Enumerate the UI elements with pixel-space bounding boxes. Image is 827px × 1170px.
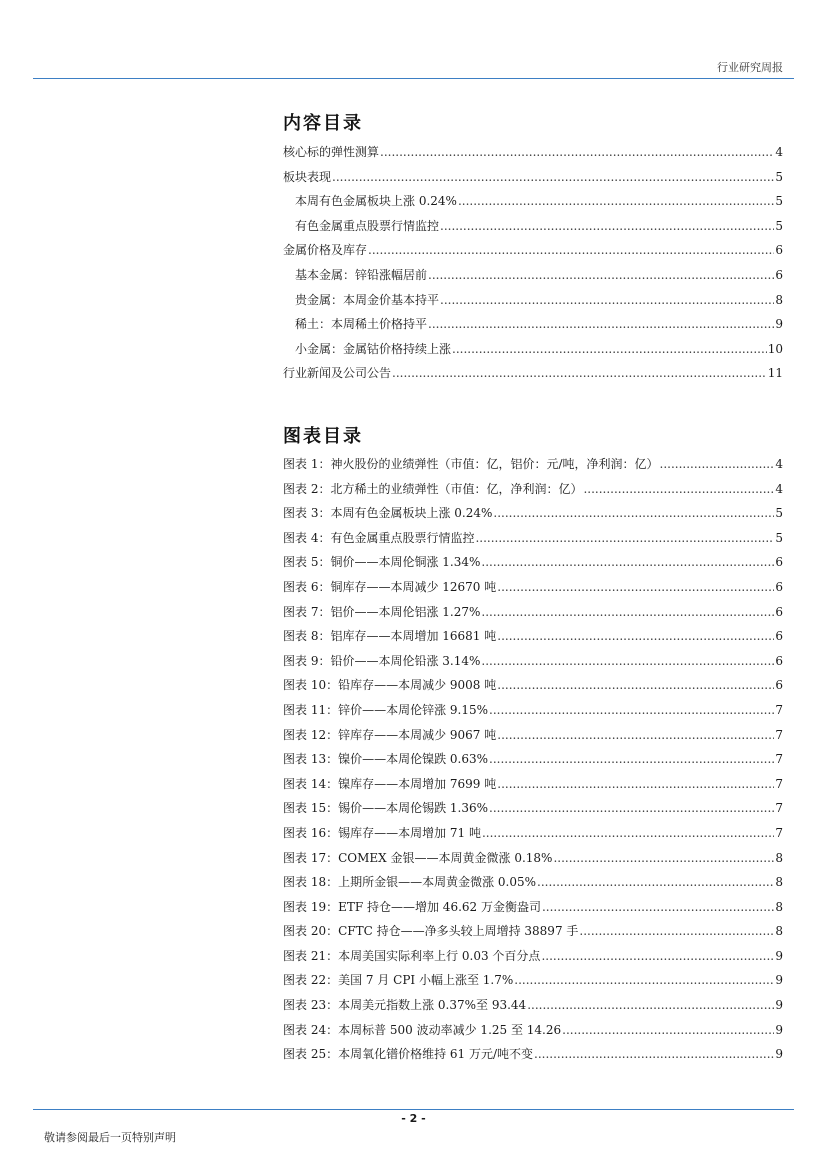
- contents-entry-title: 基本金属：锌铅涨幅居前: [295, 267, 428, 282]
- contents-entry-title: 有色金属重点股票行情监控: [295, 218, 440, 233]
- contents-entry-title: 行业新闻及公司公告: [283, 366, 392, 381]
- figures-title: 图表目录: [283, 426, 363, 447]
- figure-entry[interactable]: [283, 600, 783, 625]
- figure-entry-page: 6: [775, 629, 783, 644]
- figure-entry-page: 5: [775, 530, 783, 545]
- figure-entry[interactable]: [283, 526, 783, 551]
- dot-leader: [537, 870, 774, 895]
- dot-leader: [368, 238, 774, 263]
- dot-leader: [534, 1042, 774, 1067]
- contents-entry-page: 5: [775, 194, 783, 209]
- dot-leader: [660, 452, 775, 477]
- dot-leader: [579, 919, 774, 944]
- figure-entry-page: 8: [775, 850, 783, 865]
- figure-entry-title: 图表 23：本周美元指数上涨 0.37%至 93.44: [283, 998, 527, 1013]
- contents-entry-page: 5: [775, 218, 783, 233]
- dot-leader: [542, 895, 774, 920]
- dot-leader: [452, 337, 767, 362]
- dot-leader: [497, 575, 774, 600]
- dot-leader: [497, 772, 774, 797]
- figure-entry-page: 9: [775, 998, 783, 1013]
- dot-leader: [583, 477, 774, 502]
- figure-entry[interactable]: [283, 673, 783, 698]
- figure-entry-title: 图表 20：CFTC 持仓——净多头较上周增持 38897 手: [283, 924, 579, 939]
- figure-entry[interactable]: [283, 993, 783, 1018]
- dot-leader: [481, 649, 774, 674]
- contents-entry-page: 6: [775, 267, 783, 282]
- contents-entry-page: 11: [767, 366, 783, 381]
- contents-entry-page: 8: [775, 292, 783, 307]
- contents-entry[interactable]: [283, 361, 783, 386]
- figure-entry[interactable]: [283, 452, 783, 477]
- figure-entry[interactable]: [283, 821, 783, 846]
- figure-entry-page: 5: [775, 506, 783, 521]
- figure-entry-title: 图表 25：本周氧化镨价格维持 61 万元/吨不变: [283, 1047, 534, 1062]
- contents-entry[interactable]: [283, 238, 783, 263]
- figure-entry-title: 图表 21：本周美国实际利率上行 0.03 个百分点: [283, 948, 541, 963]
- contents-entry-title: 稀土：本周稀土价格持平: [295, 317, 428, 332]
- figure-entry-page: 4: [775, 457, 783, 471]
- figure-entry-page: 7: [775, 801, 783, 816]
- figure-entry-title: 图表 8：铝库存——本周增加 16681 吨: [283, 629, 497, 644]
- dot-leader: [489, 796, 774, 821]
- contents-entry-title: 板块表现: [283, 169, 332, 184]
- figure-entry[interactable]: [283, 895, 783, 920]
- header-divider: [33, 78, 794, 79]
- dot-leader: [541, 944, 774, 969]
- figure-entry[interactable]: [283, 846, 783, 871]
- report-type-label: 行业研究周报: [717, 61, 783, 74]
- figure-entry-title: 图表 1：神火股份的业绩弹性（市值：亿，铝价：元/吨，净利润：亿）: [283, 457, 659, 471]
- dot-leader: [475, 526, 774, 551]
- dot-leader: [489, 747, 774, 772]
- figure-entry-title: 图表 14：镍库存——本周增加 7699 吨: [283, 776, 497, 791]
- dot-leader: [527, 993, 774, 1018]
- figure-entry-page: 9: [775, 1047, 783, 1062]
- contents-entry-title: 金属价格及库存: [283, 243, 368, 258]
- figure-entry[interactable]: [283, 870, 783, 895]
- contents-entry[interactable]: [283, 214, 783, 239]
- contents-entry[interactable]: [283, 140, 783, 165]
- dot-leader: [514, 968, 774, 993]
- figure-entry[interactable]: [283, 772, 783, 797]
- contents-list: [283, 140, 783, 386]
- dot-leader: [481, 600, 774, 625]
- figure-entry-title: 图表 6：铜库存——本周减少 12670 吨: [283, 579, 497, 594]
- figure-entry-title: 图表 12：锌库存——本周减少 9067 吨: [283, 727, 497, 742]
- figure-entry[interactable]: [283, 723, 783, 748]
- figure-entry[interactable]: [283, 796, 783, 821]
- figure-entry-title: 图表 24：本周标普 500 波动率减少 1.25 至 14.26: [283, 1022, 562, 1037]
- figure-entry-page: 6: [775, 604, 783, 619]
- dot-leader: [332, 165, 774, 190]
- contents-entry-page: 4: [775, 145, 783, 159]
- figure-entry[interactable]: [283, 550, 783, 575]
- contents-entry[interactable]: [283, 189, 783, 214]
- contents-entry-title: 贵金属：本周金价基本持平: [295, 292, 440, 307]
- contents-entry-page: 6: [775, 243, 783, 258]
- figure-entry[interactable]: [283, 944, 783, 969]
- figure-entry[interactable]: [283, 1018, 783, 1043]
- contents-title: 内容目录: [283, 113, 363, 134]
- figure-entry-title: 图表 4：有色金属重点股票行情监控: [283, 530, 475, 545]
- dot-leader: [489, 698, 774, 723]
- contents-entry-title: 本周有色金属板块上涨 0.24%: [295, 194, 457, 209]
- figure-entry-page: 9: [775, 973, 783, 988]
- dot-leader: [497, 673, 774, 698]
- figure-entry[interactable]: [283, 575, 783, 600]
- contents-entry[interactable]: [283, 312, 783, 337]
- figure-entry-page: 7: [775, 825, 783, 840]
- figure-entry-title: 图表 10：铅库存——本周减少 9008 吨: [283, 678, 497, 693]
- figure-entry-title: 图表 19：ETF 持仓——增加 46.62 万金衡盎司: [283, 899, 541, 914]
- figure-entry[interactable]: [283, 698, 783, 723]
- figure-entry-page: 9: [775, 948, 783, 963]
- figure-entry-title: 图表 2：北方稀土的业绩弹性（市值：亿，净利润：亿）: [283, 481, 583, 496]
- dot-leader: [392, 361, 767, 386]
- figure-entry[interactable]: [283, 624, 783, 649]
- figure-entry[interactable]: [283, 747, 783, 772]
- dot-leader: [458, 189, 774, 214]
- dot-leader: [428, 312, 774, 337]
- figure-entry-title: 图表 13：镍价——本周伦镍跌 0.63%: [283, 752, 489, 767]
- footer-divider: [33, 1109, 794, 1110]
- figure-entry-title: 图表 15：锡价——本周伦锡跌 1.36%: [283, 801, 489, 816]
- figure-entry-page: 6: [775, 579, 783, 594]
- dot-leader: [497, 624, 774, 649]
- figure-entry-page: 8: [775, 875, 783, 890]
- figure-entry-title: 图表 22：美国 7 月 CPI 小幅上涨至 1.7%: [283, 973, 514, 988]
- figure-entry-page: 4: [775, 481, 783, 496]
- contents-entry-title: 小金属：金属钴价格持续上涨: [295, 341, 452, 356]
- figure-entry-page: 6: [775, 678, 783, 693]
- dot-leader: [562, 1018, 774, 1043]
- figure-entry-page: 7: [775, 776, 783, 791]
- figure-entry[interactable]: [283, 919, 783, 944]
- dot-leader: [440, 214, 774, 239]
- dot-leader: [380, 140, 774, 165]
- page-number: - 2 -: [401, 1112, 426, 1125]
- contents-entry-title: 核心标的弹性测算: [283, 145, 380, 159]
- disclaimer-note: 敬请参阅最后一页特别声明: [44, 1131, 176, 1144]
- figure-entry-page: 6: [775, 555, 783, 570]
- figure-entry-page: 6: [775, 653, 783, 668]
- figure-entry-page: 7: [775, 727, 783, 742]
- dot-leader: [481, 550, 774, 575]
- figure-entry[interactable]: [283, 968, 783, 993]
- figure-entry-title: 图表 3：本周有色金属板块上涨 0.24%: [283, 506, 493, 521]
- dot-leader: [553, 846, 774, 871]
- figure-entry[interactable]: [283, 477, 783, 502]
- figure-entry-title: 图表 11：锌价——本周伦锌涨 9.15%: [283, 702, 489, 717]
- dot-leader: [493, 501, 774, 526]
- figure-entry-title: 图表 7：铝价——本周伦铝涨 1.27%: [283, 604, 481, 619]
- contents-entry-page: 9: [775, 317, 783, 332]
- figure-entry-title: 图表 16：锡库存——本周增加 71 吨: [283, 825, 481, 840]
- figure-entry-page: 7: [775, 702, 783, 717]
- figure-entry-title: 图表 5：铜价——本周伦铜涨 1.34%: [283, 555, 481, 570]
- figure-entry-page: 8: [775, 924, 783, 939]
- figure-entry-page: 9: [775, 1022, 783, 1037]
- figure-entry-page: 7: [775, 752, 783, 767]
- figure-entry-title: 图表 9：铅价——本周伦铅涨 3.14%: [283, 653, 481, 668]
- contents-entry[interactable]: [283, 288, 783, 313]
- figure-entry-title: 图表 18：上期所金银——本周黄金微涨 0.05%: [283, 875, 537, 890]
- figure-entry-page: 8: [775, 899, 783, 914]
- contents-entry[interactable]: [283, 263, 783, 288]
- dot-leader: [497, 723, 774, 748]
- contents-entry-page: 10: [767, 341, 783, 356]
- contents-entry[interactable]: [283, 337, 783, 362]
- dot-leader: [428, 263, 774, 288]
- figure-entry[interactable]: [283, 1042, 783, 1067]
- figure-entry-title: 图表 17：COMEX 金银——本周黄金微涨 0.18%: [283, 850, 553, 865]
- figure-entry[interactable]: [283, 501, 783, 526]
- figure-entry[interactable]: [283, 649, 783, 674]
- figures-list: [283, 452, 783, 1067]
- dot-leader: [482, 821, 774, 846]
- contents-entry-page: 5: [775, 169, 783, 184]
- dot-leader: [440, 288, 774, 313]
- contents-entry[interactable]: [283, 165, 783, 190]
